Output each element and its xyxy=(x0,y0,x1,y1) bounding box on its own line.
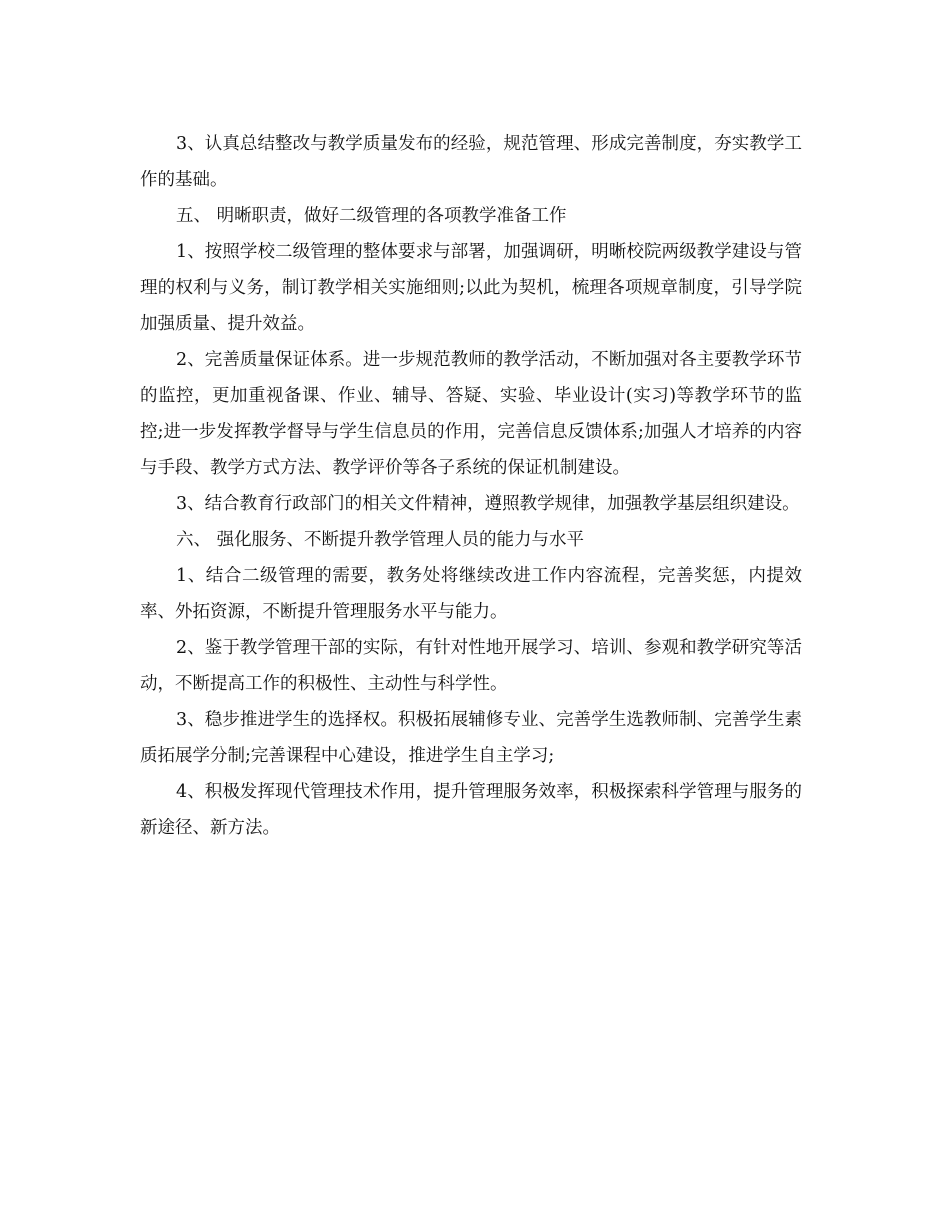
section-heading-five: 五、 明晰职责，做好二级管理的各项教学准备工作 xyxy=(176,206,567,226)
paragraph-five-item-2: 2、完善质量保证体系。进一步规范教师的教学活动，不断加强对各主要教学环节的监控，更加重视备课、作业、辅导、答疑、实验、毕业设计(实习)等教学环节的监控;进一步发挥教学督导与学生信息员的作用，完善信息反馈体系;加强人才培养的内容与手段、教学方式方法、教学评价等各子系统的保证机制建设。 xyxy=(140,350,802,478)
paragraph-five-item-1: 1、按照学校二级管理的整体要求与部署，加强调研，明晰校院两级教学建设与管理的权利与义务，制订教学相关实施细则;以此为契机，梳理各项规章制度，引导学院加强质量、提升效益。 xyxy=(140,242,802,334)
document-body xyxy=(140,126,802,846)
paragraph-six-item-4: 4、积极发挥现代管理技术作用，提升管理服务效率，积极探索科学管理与服务的新途径、新方法。 xyxy=(140,782,802,838)
paragraph-six-item-2: 2、鉴于教学管理干部的实际，有针对性地开展学习、培训、参观和教学研究等活动，不断提高工作的积极性、主动性与科学性。 xyxy=(140,638,802,694)
section-heading-six: 六、 强化服务、不断提升教学管理人员的能力与水平 xyxy=(176,530,585,550)
paragraph-summary-experience: 3、认真总结整改与教学质量发布的经验，规范管理、形成完善制度，夯实教学工作的基础。 xyxy=(140,134,802,190)
paragraph-five-item-3: 3、结合教育行政部门的相关文件精神，遵照教学规律，加强教学基层组织建设。 xyxy=(176,494,800,514)
paragraph-six-item-1: 1、结合二级管理的需要，教务处将继续改进工作内容流程，完善奖惩，内提效率、外拓资源，不断提升管理服务水平与能力。 xyxy=(140,566,802,622)
paragraph-six-item-3: 3、稳步推进学生的选择权。积极拓展辅修专业、完善学生选教师制、完善学生素质拓展学分制;完善课程中心建设，推进学生自主学习; xyxy=(140,710,802,766)
